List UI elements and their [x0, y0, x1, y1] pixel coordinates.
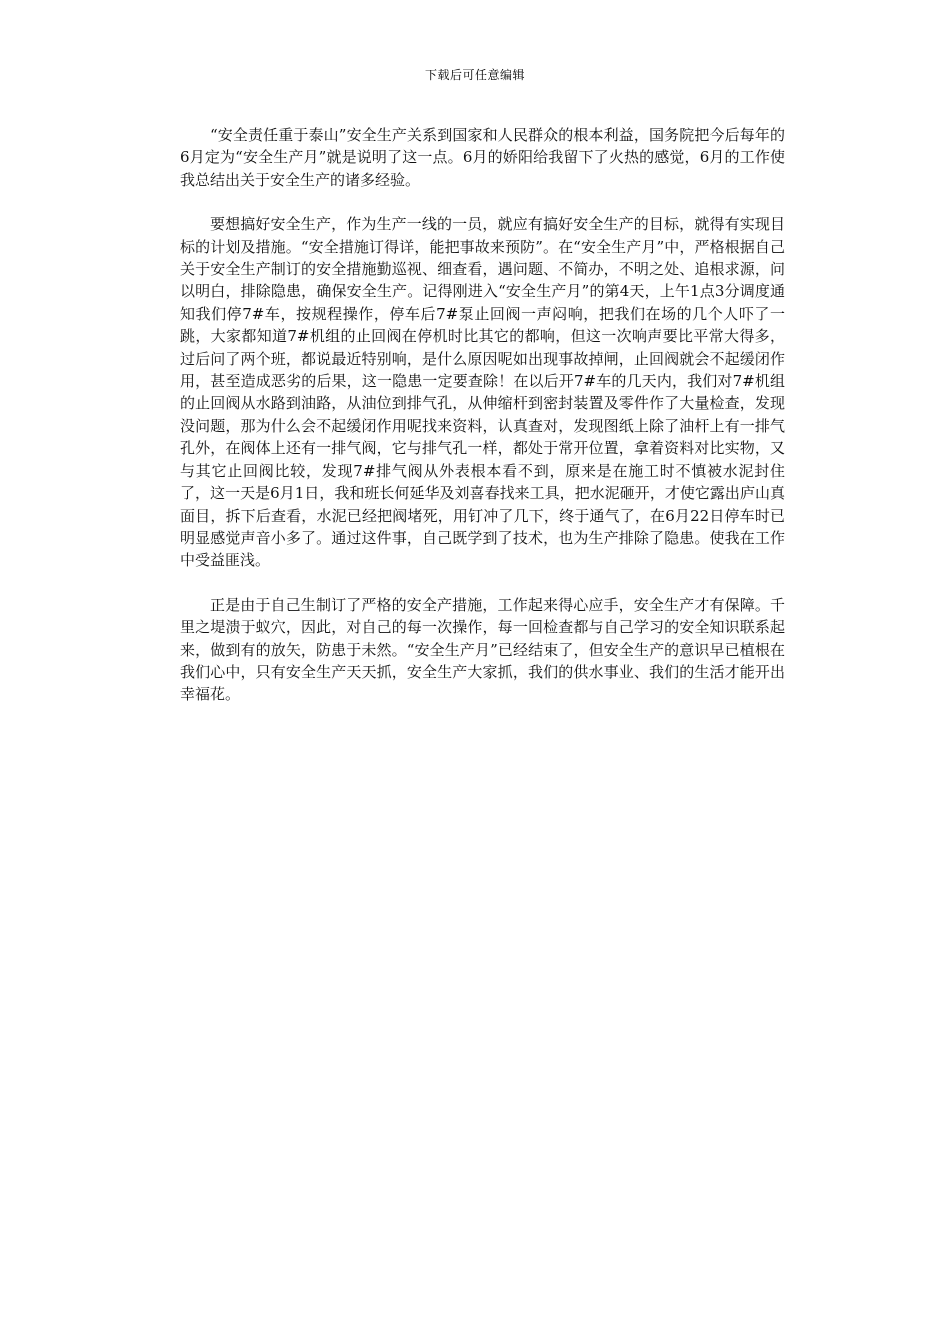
paragraph-3: 正是由于自己生制订了严格的安全产措施，工作起来得心应手，安全生产才有保障。千里之堤溃于蚁穴，因此，对自己的每一次操作，每一回检查都与自己学习的安全知识联系起来，做到有的放矢，防患于未然。“安全生产月”已经结束了，但安全生产的意识早已植根在我们心中，只有安全生产天天抓，安全生产大家抓，我们的供水事业、我们的生活才能开出幸福花。 [180, 595, 785, 704]
page-header: 下载后可任意编辑 [424, 68, 525, 82]
document-body [180, 124, 785, 728]
paragraph-1: “安全责任重于泰山”安全生产关系到国家和人民群众的根本利益，国务院把今后每年的6月定为“安全生产月”就是说明了这一点。6月的娇阳给我留下了火热的感觉，6月的工作使我总结出关于安全生产的诸多经验。 [180, 126, 785, 189]
paragraph-2: 要想搞好安全生产，作为生产一线的一员，就应有搞好安全生产的目标，就得有实现目标的计划及措施。“安全措施订得详，能把事故来预防”。在“安全生产月”中，严格根据自己关于安全生产制订的安全措施勤巡视、细查看，遇问题、不简办，不明之处、追根求源，问以明白，排除隐患，确保安全生产。记得刚进入“安全生产月”的第4天，上午1点3分调度通知我们停7#车，按规程操作，停车后7#泵止回阀一声闷响，把我们在场的几个人吓了一跳，大家都知道7#机组的止回阀在停机时比其它的都响，但这一次响声要比平常大得多，过后问了两个班，都说最近特别响，是什么原因呢如出现事故掉闸，止回阀就会不起缓闭作用，甚至造成恶劣的后果，这一隐患一定要查除！在以后开7#车的几天内，我们对7#机组的止回阀从水路到油路，从油位到排气孔，从伸缩杆到密封装置及零件作了大量检查，发现没问题，那为什么会不起缓闭作用呢找来资料，认真查对，发现图纸上除了油杆上有一排气孔外，在阀体上还有一排气阀，它与排气孔一样，都处于常开位置，拿着资料对比实物，又与其它止回阀比较，发现7#排气阀从外表根本看不到，原来是在施工时不慎被水泥封住了，这一天是6月1日，我和班长何延华及刘喜春找来工具，把水泥砸开，才使它露出庐山真面目，拆下后查看，水泥已经把阀堵死，用钉冲了几下，终于通气了，在6月22日停车时已明显感觉声音小多了。通过这件事，自己既学到了技术，也为生产排除了隐患。使我在工作中受益匪浅。 [180, 215, 785, 570]
